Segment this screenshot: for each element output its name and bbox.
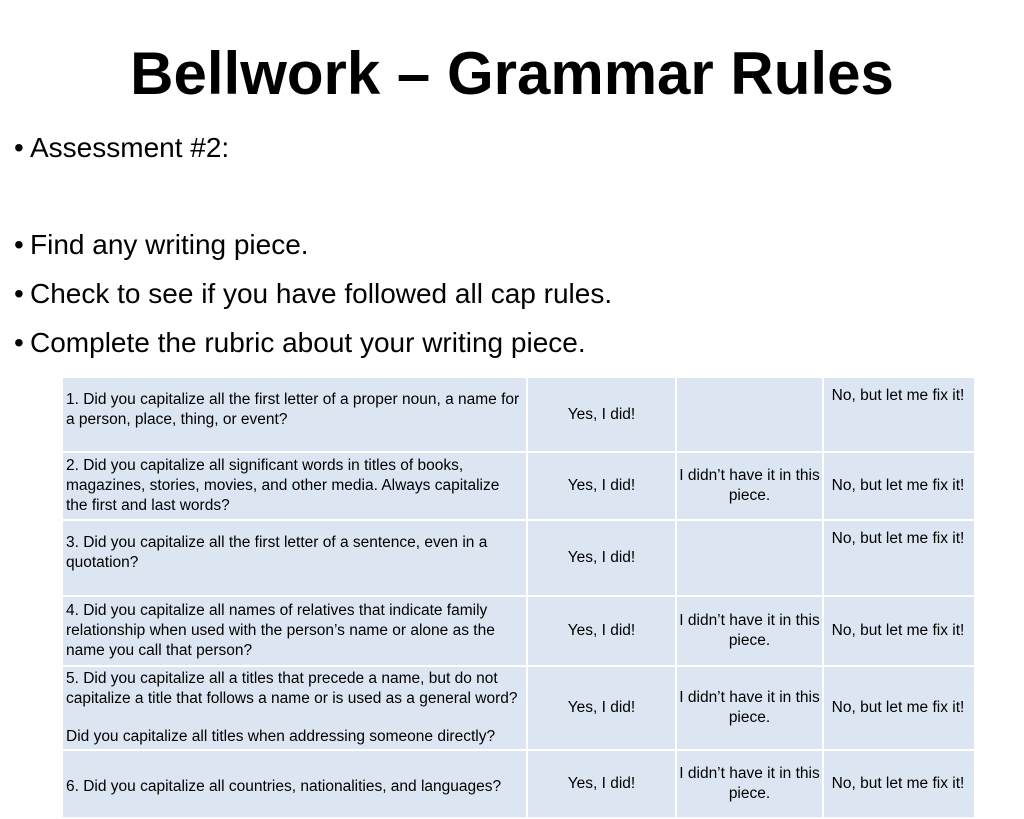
rubric-no-text: No, but let me fix it! [831, 387, 965, 404]
rubric-na-option: I didn’t have it in this piece. [677, 453, 822, 519]
rubric-na-option: I didn’t have it in this piece. [677, 667, 822, 749]
bullet-find-piece [14, 228, 309, 262]
rubric-yes-option: Yes, I did! [528, 521, 675, 595]
rubric-table [61, 376, 976, 819]
bullet-text: Assessment #2: [30, 132, 230, 163]
rubric-yes-option: Yes, I did! [528, 667, 675, 749]
rubric-question: 3. Did you capitalize all the first letter of a sentence, even in a quotation? [63, 521, 526, 595]
bullet-text: Complete the rubric about your writing piece. [30, 327, 586, 358]
rubric-no-option [824, 667, 974, 749]
rubric-na-option [677, 378, 822, 451]
rubric-no-text: No, but let me fix it! [831, 699, 965, 716]
bullet-text: Find any writing piece. [30, 229, 309, 260]
rubric-question [63, 667, 526, 749]
rubric-yes-option: Yes, I did! [528, 751, 675, 817]
bullet-dot: • [14, 229, 24, 260]
rubric-row [63, 378, 974, 451]
rubric-row [63, 453, 974, 519]
rubric-yes-option: Yes, I did! [528, 378, 675, 451]
rubric-question: 4. Did you capitalize all names of relatives that indicate family relationship when used with the person’s name or alone as the name you call that person? [63, 597, 526, 665]
bullet-dot: • [14, 132, 24, 163]
rubric-no-option [824, 453, 974, 519]
bullet-text: Check to see if you have followed all cap rules. [30, 278, 613, 309]
rubric-question-text: 5. Did you capitalize all a titles that precede a name, but do not capitalize a title that follows a name or is used as a general word? [66, 670, 518, 707]
rubric-na-option: I didn’t have it in this piece. [677, 597, 822, 665]
rubric-question-extra: Did you capitalize all titles when addressing someone directly? [66, 728, 496, 745]
bullet-dot: • [14, 278, 24, 309]
rubric-no-text: No, but let me fix it! [831, 622, 965, 639]
rubric-no-option [824, 597, 974, 665]
bullet-check-rules [14, 277, 612, 311]
rubric-no-option [824, 751, 974, 817]
rubric-row [63, 521, 974, 595]
rubric-no-text: No, but let me fix it! [831, 530, 965, 547]
rubric-row [63, 597, 974, 665]
slide-title: Bellwork – Grammar Rules [130, 40, 894, 107]
rubric-no-option [824, 378, 974, 451]
rubric-no-text: No, but let me fix it! [831, 477, 965, 494]
bullet-complete-rubric [14, 326, 586, 360]
rubric-no-text: No, but let me fix it! [831, 775, 965, 792]
rubric-row [63, 667, 974, 749]
rubric-yes-option: Yes, I did! [528, 597, 675, 665]
rubric-question: 2. Did you capitalize all significant words in titles of books, magazines, stories, movies, and other media. Always capitalize the first and last words? [63, 453, 526, 519]
rubric-na-option: I didn’t have it in this piece. [677, 751, 822, 817]
rubric-row [63, 751, 974, 817]
bullet-dot: • [14, 327, 24, 358]
rubric-question: 1. Did you capitalize all the first letter of a proper noun, a name for a person, place, thing, or event? [63, 378, 526, 451]
rubric-question: 6. Did you capitalize all countries, nationalities, and languages? [63, 751, 526, 817]
rubric-na-option [677, 521, 822, 595]
rubric-yes-option: Yes, I did! [528, 453, 675, 519]
rubric-no-option [824, 521, 974, 595]
bullet-assessment [14, 131, 229, 165]
